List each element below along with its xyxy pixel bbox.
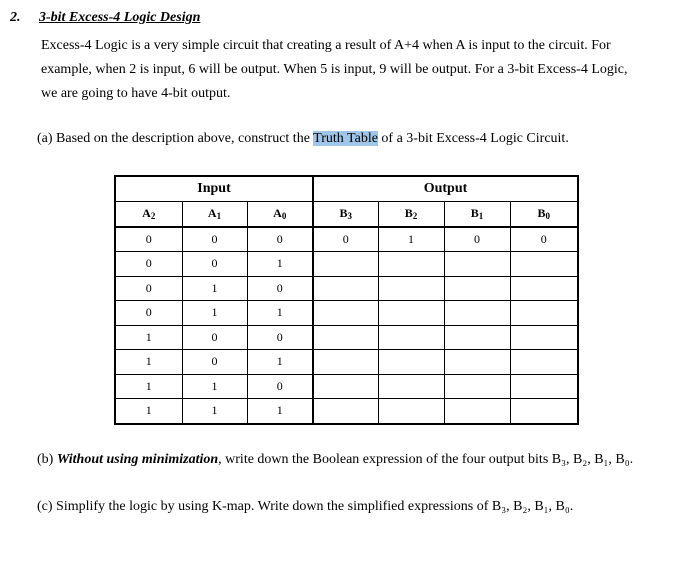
input-cell: 1 [247,350,313,375]
column-header-letter: A [273,206,282,221]
column-header-subscript: 1 [478,211,484,222]
table-row [115,350,578,375]
column-header-b0 [510,202,578,227]
input-cell: 1 [182,374,247,399]
table-row [115,227,578,252]
column-header-row [115,202,578,227]
output-group-header: Output [313,176,578,202]
output-cell[interactable] [510,374,578,399]
output-cell[interactable] [444,374,510,399]
column-header-subscript: 3 [347,211,352,222]
input-cell: 0 [182,325,247,350]
output-cell[interactable] [444,301,510,326]
output-cell[interactable] [313,374,378,399]
column-header-a0 [247,202,313,227]
output-cell[interactable] [378,350,444,375]
output-cell[interactable] [313,252,378,277]
output-cell[interactable] [444,276,510,301]
part-b-prompt [37,452,633,468]
input-cell: 0 [182,227,247,252]
output-cell[interactable] [313,276,378,301]
output-cell[interactable] [510,276,578,301]
column-header-letter: A [142,206,151,221]
output-cell[interactable] [313,350,378,375]
table-row [115,374,578,399]
output-cell[interactable] [313,399,378,424]
input-cell: 0 [115,252,182,277]
input-cell: 0 [115,227,182,252]
part-b-emphasis: Without using minimization [56,452,219,467]
column-header-a1 [182,202,247,227]
input-cell: 0 [182,350,247,375]
part-a-text-after: of a 3-bit Excess-4 Logic Circuit. [377,131,569,146]
part-a-text-before: (a) Based on the description above, construct the [37,131,314,146]
input-cell: 1 [115,374,182,399]
output-cell[interactable] [510,350,578,375]
question-number: 2. [10,10,21,25]
input-cell: 0 [115,301,182,326]
output-cell[interactable] [510,252,578,277]
column-header-a2 [115,202,182,227]
output-cell[interactable] [510,325,578,350]
input-cell: 1 [115,399,182,424]
intro-line: example, when 2 is input, 6 will be output. When 5 is input, 9 will be output. For a 3-bit Excess-4 Logic, [41,62,628,77]
column-header-subscript: 2 [412,211,418,222]
column-header-letter: B [404,206,413,221]
output-cell[interactable] [378,325,444,350]
column-header-subscript: 0 [281,211,287,222]
input-cell: 0 [182,252,247,277]
output-cell[interactable] [510,399,578,424]
output-cell[interactable] [378,301,444,326]
output-cell[interactable]: 0 [444,227,510,252]
output-cell[interactable] [510,301,578,326]
part-c-prompt [37,499,573,515]
output-cell[interactable] [313,325,378,350]
output-cell[interactable]: 0 [510,227,578,252]
intro-line: we are going to have 4-bit output. [41,86,231,101]
column-header-subscript: 2 [150,211,156,222]
question-heading [10,10,200,26]
output-cell[interactable] [378,374,444,399]
part-b-text: , write down the Boolean expression of the four output bits B₃, B₂, B₁, B₀. [218,452,634,467]
output-cell[interactable] [378,276,444,301]
input-cell: 1 [247,252,313,277]
input-cell: 0 [247,325,313,350]
input-cell: 0 [247,227,313,252]
input-cell: 1 [182,399,247,424]
column-header-subscript: 1 [216,211,222,222]
input-cell: 1 [247,301,313,326]
input-cell: 1 [247,399,313,424]
input-cell: 0 [115,276,182,301]
column-header-letter: A [207,206,217,221]
input-cell: 1 [115,350,182,375]
input-cell: 0 [247,276,313,301]
intro-line: Excess-4 Logic is a very simple circuit that creating a result of A+4 when A is input to the circuit. For [41,38,611,53]
column-header-b3 [313,202,378,227]
column-header-subscript: 0 [545,211,550,222]
output-cell[interactable] [378,399,444,424]
input-cell: 1 [115,325,182,350]
output-cell[interactable] [444,325,510,350]
truth-table-body [115,227,578,424]
table-row [115,399,578,424]
output-cell[interactable] [444,350,510,375]
output-cell[interactable]: 0 [313,227,378,252]
part-b-prefix: (b) [37,452,57,467]
part-c-text: (c) Simplify the logic by using K-map. Write down the simplified expressions of B₃, B₂, B₁, B₀. [37,499,574,514]
part-a-prompt [37,131,569,147]
output-cell[interactable] [313,301,378,326]
input-cell: 1 [182,276,247,301]
table-row [115,325,578,350]
table-row [115,276,578,301]
question-title: 3-bit Excess-4 Logic Design [39,10,201,25]
highlighted-text: Truth Table [313,131,378,146]
column-header-b1 [444,202,510,227]
column-header-letter: B [470,206,479,221]
table-row [115,252,578,277]
output-cell[interactable]: 1 [378,227,444,252]
question-intro [41,34,677,106]
input-cell: 0 [247,374,313,399]
output-cell[interactable] [444,252,510,277]
input-cell: 1 [182,301,247,326]
column-header-letter: B [339,206,348,221]
output-cell[interactable] [444,399,510,424]
truth-table [114,175,579,425]
column-header-letter: B [537,206,546,221]
output-cell[interactable] [378,252,444,277]
column-header-b2 [378,202,444,227]
table-row [115,301,578,326]
input-group-header: Input [115,176,313,202]
